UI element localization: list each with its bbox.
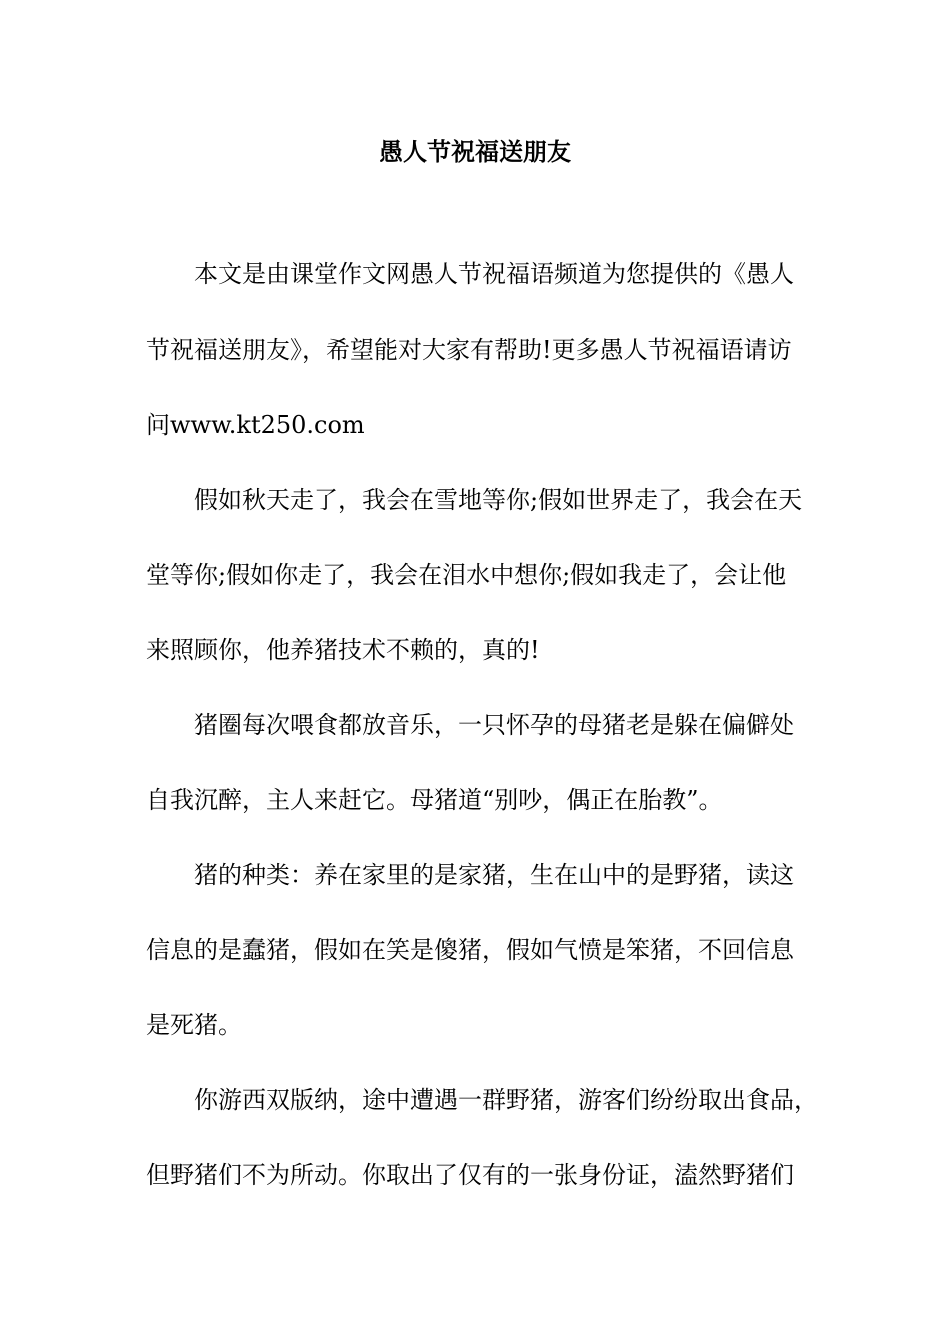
paragraph-line: 猪圈每次喂食都放音乐，一只怀孕的母猪老是躲在偏僻处: [194, 711, 794, 739]
paragraph-line: 你游西双版纳，途中遭遇一群野猪，游客们纷纷取出食品，: [194, 1086, 818, 1114]
paragraph-line: 问www.kt250.com: [146, 411, 365, 439]
paragraph-line: 来照顾你，他养猪技术不赖的，真的!: [146, 636, 540, 664]
document-title: 愚人节祝福送朋友: [379, 137, 571, 166]
paragraph-line: 自我沉醉，主人来赶它。母猪道“别吵，偶正在胎教”。: [146, 786, 723, 814]
paragraph-line: 本文是由课堂作文网愚人节祝福语频道为您提供的《愚人: [194, 260, 794, 288]
paragraph-line: 是死猪。: [146, 1011, 242, 1039]
paragraph-line: 假如秋天走了，我会在雪地等你;假如世界走了，我会在天: [194, 486, 803, 514]
paragraph-line: 信息的是蠢猪，假如在笑是傻猪，假如气愤是笨猪，不回信息: [146, 936, 794, 964]
paragraph-line: 节祝福送朋友》，希望能对大家有帮助!更多愚人节祝福语请访: [146, 336, 792, 364]
paragraph-line: 但野猪们不为所动。你取出了仅有的一张身份证，溘然野猪们: [146, 1161, 794, 1189]
paragraph-line: 猪的种类：养在家里的是家猪，生在山中的是野猪，读这: [194, 861, 794, 889]
paragraph-line: 堂等你;假如你走了，我会在泪水中想你;假如我走了，会让他: [146, 561, 787, 589]
